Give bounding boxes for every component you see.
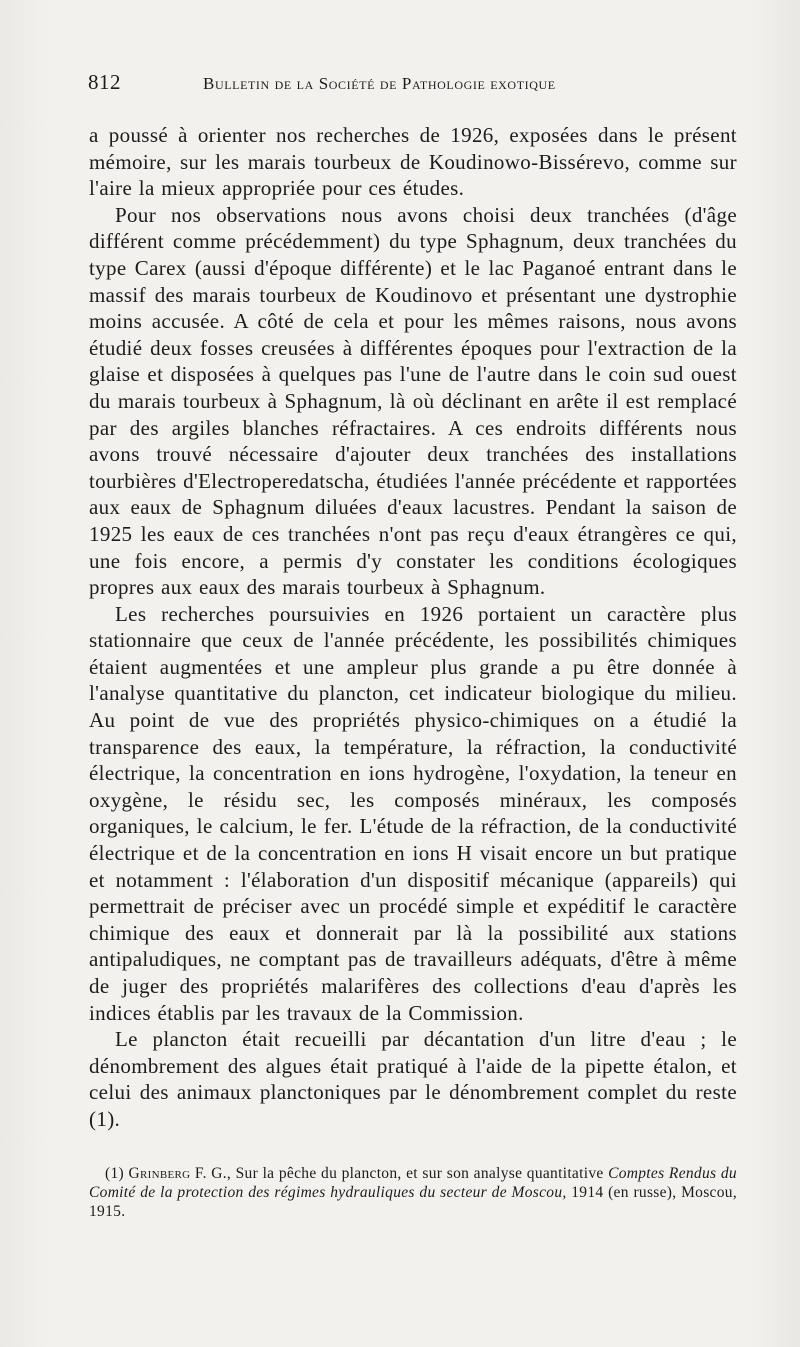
page-header: [88, 70, 648, 104]
footnote-mark: (1): [105, 1165, 124, 1182]
running-title: Bulletin de la Société de Pathologie exotique: [203, 74, 556, 93]
body-text: [89, 122, 737, 1133]
footnote-journal: Comptes Rendus du Comité de la protection des régimes hydrauliques du secteur de Moscou,: [89, 1165, 737, 1201]
paragraph: Pour nos observations nous avons choisi deux tranchées (d'âge différent comme précédemment) du type Sphagnum, deux tranchées du type Carex (aussi d'époque différente) et le lac Paganoé entrant dans le massif des marais tourbeux de Koudinovo et présentant une dystrophie moins accusée. A côté de cela et pour les mêmes raisons, nous avons étudié deux fosses creusées à différentes époques pour l'extraction de la glaise et disposées à quelques pas l'une de l'autre dans le coin sud ouest du marais tourbeux à Sphagnum, là où déclinant en arête il est remplacé par des argiles blanches réfractaires. A ces endroits différents nous avons trouvé nécessaire d'ajouter deux tranchées des installations tourbières d'Electroperedatscha, étudiées l'année précédente et rapportées aux eaux de Sphagnum diluées d'eaux lacustres. Pendant la saison de 1925 les eaux de ces tranchées n'ont pas reçu d'eaux étrangères ce qui, une fois encore, a permis d'y constater les conditions écologiques propres aux eaux des marais tourbeux à Sphagnum.: [89, 202, 737, 600]
footnote: [89, 1164, 737, 1221]
footnote-text-after: 1914 (en russe), Moscou, 1915.: [89, 1184, 737, 1220]
paragraph: a poussé à orienter nos recherches de 1926, exposées dans le présent mémoire, sur les marais tourbeux de Koudinowo-Bissérevo, comme sur l'aire la mieux appropriée pour ces études.: [89, 123, 737, 201]
paragraph: Le plancton était recueilli par décantation d'un litre d'eau ; le dénombrement des algues était pratiqué à l'aide de la pipette étalon, et celui des animaux planctoniques par le dénombrement complet du reste (1).: [89, 1027, 737, 1131]
page-number: 812: [88, 70, 121, 94]
footnote-text-before: Sur la pêche du plancton, et sur son analyse quantitative: [235, 1165, 604, 1182]
paragraph: Les recherches poursuivies en 1926 portaient un caractère plus stationnaire que ceux de l'année précédente, les possibilités chimiques étaient augmentées et une ampleur plus grande a pu être donnée à l'analyse quantitative du plancton, cet indicateur biologique du milieu. Au point de vue des propriétés physico-chimiques on a étudié la transparence des eaux, la température, la réfraction, la conductivité électrique, la concentration en ions hydrogène, l'oxydation, la teneur en oxygène, le résidu sec, les composés minéraux, les composés organiques, le calcium, le fer. L'étude de la réfraction, de la conductivité électrique et de la concentration en ions H visait encore un but pratique et notamment : l'élaboration d'un dispositif mécanique (appareils) qui permettrait de préciser avec un procédé simple et expéditif le caractère chimique des eaux et donnerait par là la possibilité aux stations antipaludiques, ne comptant pas de travailleurs adéquats, d'être à même de juger des propriétés malarifères des collections d'eau d'après les indices établis par les travaux de la Commission.: [89, 601, 737, 1025]
footnote-author: Grinberg F. G.,: [128, 1165, 232, 1182]
